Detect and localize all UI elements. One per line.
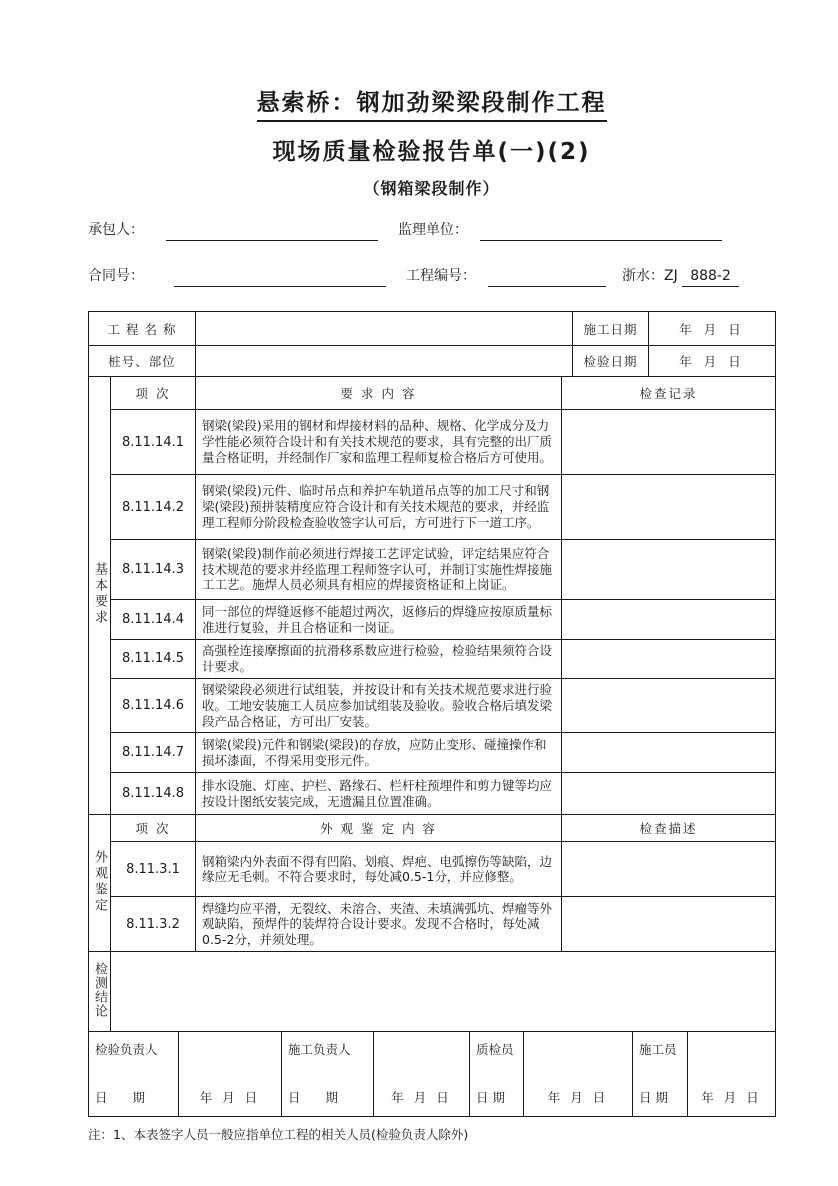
info-table xyxy=(88,311,776,377)
inspection-leader-cell xyxy=(89,1032,179,1117)
field-row-2 xyxy=(88,265,775,287)
inspection-date-label: 检验日期 xyxy=(573,346,649,377)
appearance-table xyxy=(88,814,776,952)
conclusion-value xyxy=(111,952,776,1032)
contractor-label: 承包人： xyxy=(88,222,144,238)
requirement-content: 同一部位的焊缝返修不能超过两次，返修后的焊缝应按原质量标准进行复验，并且合格证和一岗证。 xyxy=(196,600,562,640)
requirement-content: 钢梁(梁段)元件和钢梁(梁段)的存放，应防止变形、碰撞操作和损坏漆面，不得采用变形元件。 xyxy=(196,733,562,773)
contract-no-blank xyxy=(174,269,386,287)
item-number: 8.11.14.5 xyxy=(111,640,196,679)
check-record xyxy=(562,410,776,475)
project-no-blank xyxy=(488,269,606,287)
check-description xyxy=(562,842,776,897)
appearance-col-record-header: 检查描述 xyxy=(562,815,776,842)
basic-col-content-header: 要 求 内 容 xyxy=(196,377,562,410)
supervisor-blank xyxy=(480,223,722,241)
table-row xyxy=(89,475,776,540)
table-row xyxy=(89,773,776,815)
table-row xyxy=(89,540,776,600)
table-row xyxy=(89,600,776,640)
basic-section-side-label: 基本要求 xyxy=(89,377,111,815)
table-row xyxy=(89,410,776,475)
appearance-col-content-header: 外 观 鉴 定 内 容 xyxy=(196,815,562,842)
date-placeholder: 年 月 日 xyxy=(391,1090,452,1106)
doc-number-prefix: 浙水：ZJ xyxy=(622,268,678,284)
basic-requirements-table xyxy=(88,376,776,815)
field-row-1 xyxy=(88,219,775,241)
requirement-content: 钢梁(梁段)元件、临时吊点和养护车轨道吊点等的加工尺寸和钢梁(梁段)预拼装精度应符合设计和有关技术规范的要求，并经监理工程师分阶段检查验收签字认可后，方可进行下一道工序。 xyxy=(196,475,562,540)
requirement-content: 钢梁(梁段)采用的钢材和焊接材料的品种、规格、化学成分及力学性能必须符合设计和有关技术规范的要求，具有完整的出厂质量合格证明，并经制作厂家和监理工程师复检合格后方可使用。 xyxy=(196,410,562,475)
conclusion-side-label: 检测结论 xyxy=(89,952,111,1032)
inspection-date-value: 年 月 日 xyxy=(649,346,776,377)
construction-date-label: 施工日期 xyxy=(573,312,649,346)
basic-col-item-header: 项 次 xyxy=(111,377,196,410)
table-row xyxy=(89,640,776,679)
item-number: 8.11.14.7 xyxy=(111,733,196,773)
check-record xyxy=(562,773,776,815)
appearance-content: 焊缝均应平滑，无裂纹、未溶合、夹渣、未填满弧坑、焊瘤等外观缺陷，预焊件的装焊符合设计要求。发现不合格时，每处减0.5-2分，并须处理。 xyxy=(196,897,562,952)
item-number: 8.11.3.1 xyxy=(111,842,196,897)
quality-inspector-label: 质检员 xyxy=(476,1042,514,1058)
station-value xyxy=(196,346,573,377)
construction-date-value: 年 月 日 xyxy=(649,312,776,346)
date-label: 日 期 xyxy=(476,1090,505,1106)
item-number: 8.11.3.2 xyxy=(111,897,196,952)
table-row xyxy=(89,733,776,773)
requirement-content: 排水设施、灯座、护栏、路缘石、栏杆柱预埋件和剪力键等均应按设计图纸安装完成，无遗漏且位置准确。 xyxy=(196,773,562,815)
date-placeholder: 年 月 日 xyxy=(199,1090,261,1106)
constructor-label: 施工员 xyxy=(639,1042,677,1058)
item-number: 8.11.14.6 xyxy=(111,678,196,733)
requirement-content: 钢梁梁段必须进行试组装，并按设计和有关技术规范要求进行验收。工地安装施工人员应参加试组装及验收。验收合格后填发梁段产品合格证，方可出厂安装。 xyxy=(196,678,562,733)
constructor-cell xyxy=(633,1032,688,1117)
check-record xyxy=(562,678,776,733)
check-description xyxy=(562,897,776,952)
date-placeholder: 年 月 日 xyxy=(547,1090,609,1106)
project-no-label: 工程编号： xyxy=(406,268,476,284)
item-number: 8.11.14.8 xyxy=(111,773,196,815)
document-title-line2: 现场质量检验报告单(一)(2) xyxy=(272,139,591,165)
construction-leader-cell xyxy=(282,1032,374,1117)
table-row xyxy=(89,678,776,733)
station-label: 桩号、部位 xyxy=(89,346,196,377)
item-number: 8.11.14.3 xyxy=(111,540,196,600)
construction-leader-date-cell xyxy=(374,1032,470,1117)
doc-number-value: 888-2 xyxy=(682,268,739,287)
check-record xyxy=(562,640,776,679)
appearance-content: 钢箱梁内外表面不得有凹陷、划痕、焊疤、电弧擦伤等缺陷，边缘应无毛刺。不符合要求时，每处减0.5-1分，并应修整。 xyxy=(196,842,562,897)
check-record xyxy=(562,475,776,540)
conclusion-table xyxy=(88,951,776,1032)
title-block xyxy=(88,0,775,199)
check-record xyxy=(562,540,776,600)
doc-number xyxy=(622,265,739,287)
project-name-value xyxy=(196,312,573,346)
date-label: 日 期 xyxy=(95,1090,146,1106)
constructor-date-cell xyxy=(688,1032,776,1117)
check-record xyxy=(562,600,776,640)
quality-inspector-cell xyxy=(470,1032,524,1117)
date-label: 日 期 xyxy=(639,1090,668,1106)
table-row xyxy=(89,842,776,897)
supervisor-label: 监理单位： xyxy=(398,222,468,238)
table-row xyxy=(89,897,776,952)
contractor-blank xyxy=(166,223,378,241)
header-fields xyxy=(88,219,775,287)
basic-col-record-header: 检查记录 xyxy=(562,377,776,410)
signature-table xyxy=(88,1031,776,1117)
item-number: 8.11.14.2 xyxy=(111,475,196,540)
requirement-content: 高强栓连接摩擦面的抗滑移系数应进行检验，检验结果须符合设计要求。 xyxy=(196,640,562,679)
requirement-content: 钢梁(梁段)制作前必须进行焊接工艺评定试验，评定结果应符合技术规范的要求并经监理工程师签字认可，并制订实施性焊接施工工艺。施焊人员必须具有相应的焊接资格证和上岗证。 xyxy=(196,540,562,600)
check-record xyxy=(562,733,776,773)
date-label: 日 期 xyxy=(288,1090,339,1106)
item-number: 8.11.14.1 xyxy=(111,410,196,475)
document-subtitle: （钢箱梁段制作） xyxy=(363,179,500,198)
item-number: 8.11.14.4 xyxy=(111,600,196,640)
inspection-leader-label: 检验负责人 xyxy=(95,1042,158,1058)
appearance-col-item-header: 项 次 xyxy=(111,815,196,842)
appearance-section-side-label: 外观鉴定 xyxy=(89,815,111,952)
footer-note: 注：1、本表签字人员一般应指单位工程的相关人员(检验负责人除外) xyxy=(88,1127,469,1143)
date-placeholder: 年 月 日 xyxy=(701,1090,762,1106)
project-name-label: 工 程 名 称 xyxy=(89,312,196,346)
document-title-line1: 悬索桥：钢加劲梁梁段制作工程 xyxy=(257,84,607,122)
contract-no-label: 合同号： xyxy=(88,268,144,284)
inspection-leader-date-cell xyxy=(179,1032,282,1117)
quality-inspector-date-cell xyxy=(524,1032,633,1117)
construction-leader-label: 施工负责人 xyxy=(288,1042,351,1058)
